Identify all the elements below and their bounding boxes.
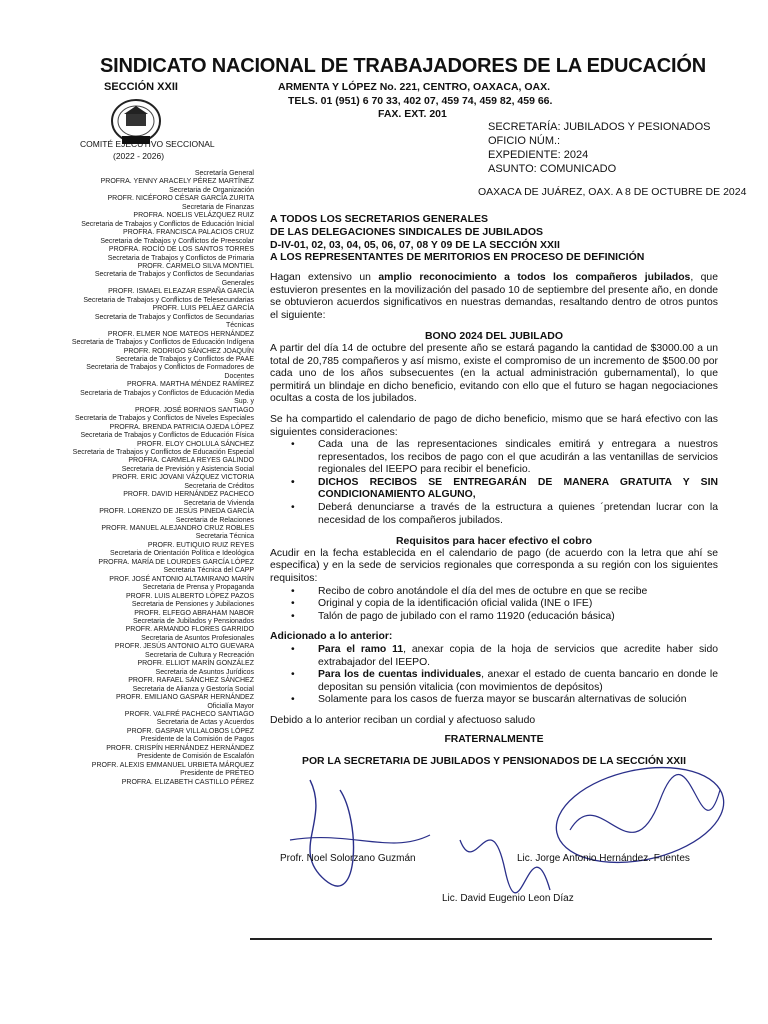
list-item: • DICHOS RECIBOS SE ENTREGARÁN DE MANERA GRATUITA Y SIN CONDICIONAMIENTO ALGUNO,	[318, 477, 718, 502]
roster-line: PROFR. LORENZO DE JESÚS PINEDA GARCÍA	[99, 508, 254, 516]
roster-line: PROFR. RODRIGO SÁNCHEZ JOAQUÍN	[123, 347, 254, 355]
intro-emphasis: amplio reconocimiento a todos los compañeros jubilados	[378, 271, 691, 283]
item-text: , anexar copia de la hoja de servicios que acredite haber sido extrabajador del IEEPO.	[318, 644, 718, 668]
roster-line: PROFRA. NOELIS VELÁZQUEZ RUIZ	[133, 212, 254, 220]
bono-heading: BONO 2024 DEL JUBILADO	[424, 330, 564, 343]
roster-line: Oficialía Mayor	[207, 702, 254, 710]
roster-line: PROFR. ELOY CHOLULA SÁNCHEZ	[137, 440, 254, 448]
roster-line: Secretaría General	[194, 170, 254, 177]
meta-asunto: ASUNTO: COMUNICADO	[488, 163, 617, 175]
roster-line: Secretaria de Trabajos y Conflictos de Secundarias	[94, 313, 254, 321]
roster-line: PROFRA. CARMELA REYES GALINDO	[128, 457, 254, 465]
roster-line: Secretaria Técnica	[195, 533, 254, 541]
roster-line: PROF. JOSÉ ANTONIO ALTAMIRANO MARÍN	[109, 575, 254, 583]
seccion-label: SECCIÓN XXII	[104, 81, 178, 93]
roster-line: PROFR. ERIC JOVANI VÁZQUEZ VICTORIA	[112, 474, 254, 482]
item-emphasis: Para el ramo 11	[318, 644, 404, 656]
roster-line: Secretaria de Relaciones	[175, 516, 254, 524]
meta-oficio: OFICIO NÚM.:	[488, 135, 561, 147]
addressee-line: A TODOS LOS SECRETARIOS GENERALES	[270, 213, 488, 225]
considerations-list	[270, 439, 718, 527]
roster-line: Secretaria de Asuntos Jurídicos	[155, 668, 254, 676]
roster-line: Secretaria de Previsión y Asistencia Social	[121, 465, 254, 473]
roster-line: Técnicas	[225, 322, 254, 330]
roster-line: Secretaria de Trabajos y Conflictos de Niveles Especiales	[75, 415, 254, 423]
fraternal-line: FRATERNALMENTE	[444, 733, 544, 745]
list-item: • Original y copia de la identificación oficial valida (INE o IFE)	[318, 598, 718, 611]
fax-line: FAX. EXT. 201	[378, 108, 447, 120]
roster-line: PROFR. LUIS PELÁEZ GARCÍA	[152, 305, 254, 313]
roster-line: PROFR. ISMAEL ELEAZAR ESPAÑA GARCÍA	[108, 288, 254, 296]
roster-line: Presidente de PRETEO	[180, 770, 254, 778]
list-item: • Deberá denunciarse a través de la estructura a quienes ´pretendan lucrar con la necesidad de los compañeros jubilados.	[318, 502, 718, 527]
roster-line: PROFR. LUIS ALBERTO LÓPEZ PAZOS	[126, 592, 254, 600]
roster-line: Secretaria de Trabajos y Conflictos de Educación Especial	[72, 448, 254, 456]
roster-line: Secretaria de Cultura y Recreación	[145, 651, 254, 659]
roster-line: PROFRA. MARTHA MÉNDEZ RAMÍREZ	[126, 381, 254, 389]
roster-line: PROFR. JESÚS ANTONIO ALTO GUEVARA	[114, 643, 254, 651]
roster-line: Secretaria de Trabajos y Conflictos de Secundarias	[94, 271, 254, 279]
intro-text-rest: , que estuvieron presentes en la movilización del pasado 10 de septiembre del presente año, en donde se obtuvieron acuerdos significativos en nuestras demandas, resaltando dentro de otros puntos el siguiente:	[270, 271, 718, 321]
roster-line: PROFR. GASPAR VILLALOBOS LÓPEZ	[126, 727, 254, 735]
roster-line: Secretaria de Actas y Acuerdos	[156, 719, 254, 727]
list-item	[318, 694, 718, 707]
roster-line: PROFR. ELMER NOE MATEOS HERNÁNDEZ	[107, 330, 254, 338]
roster-line: Generales	[221, 279, 254, 287]
roster-line: PROFRA. FRANCISCA PALACIOS CRUZ	[123, 229, 254, 237]
roster-line: PROFR. ELFEGO ABRAHAM NABOR	[134, 609, 254, 617]
roster-line: Secretaria de Trabajos y Conflictos de Primaria	[107, 254, 254, 262]
requirements-paragraph: Acudir en la fecha establecida en el calendario de pago (de acuerdo con la letra que ahí se especifica) y en la sede de servicios regionales que corresponda a su región con los siguientes requisitos:	[270, 547, 718, 585]
roster-line: Secretaria de Trabajos y Conflictos de Educación Indígena	[71, 339, 254, 347]
roster-line: PROFR. DAVID HERNÁNDEZ PACHECO	[123, 491, 254, 499]
closing-line: Debido a lo anterior reciban un cordial y afectuoso saludo	[270, 714, 536, 726]
letterhead-title: SINDICATO NACIONAL DE TRABAJADORES DE LA EDUCACIÓN	[100, 55, 706, 77]
address-line: ARMENTA Y LÓPEZ No. 221, CENTRO, OAXACA, OAX.	[278, 81, 551, 93]
meta-expediente: EXPEDIENTE: 2024	[488, 149, 589, 161]
intro-paragraph	[270, 272, 718, 322]
item-text: Solamente para los casos de fuerza mayor se buscarán alternativas de solución	[318, 694, 687, 706]
roster-line: PROFR. VALFRÉ PACHECO SANTIAGO	[124, 711, 254, 718]
roster-line: Secretaria de Trabajos y Conflictos de Formadores de	[86, 364, 254, 372]
phone-line: TELS. 01 (951) 6 70 33, 402 07, 459 74, 459 82, 459 66.	[288, 94, 553, 107]
roster-line: Secretaria de Asuntos Profesionales	[141, 634, 254, 642]
requirements-list	[270, 586, 718, 624]
roster-line: PROFR. CARMELO SILVA MONTIEL	[137, 262, 254, 270]
roster-line: PROFR. RAFAEL SÁNCHEZ SÁNCHEZ	[128, 677, 254, 685]
roster-line: Secretaria de Orientación Política e Ideológica	[110, 550, 254, 558]
roster-line: PROFR. ARMANDO FLORES GARRIDO	[125, 626, 254, 634]
adicional-heading: Adicionado a lo anterior:	[270, 631, 393, 643]
roster-line: Docentes	[224, 372, 254, 380]
signature-left: Profr. Noel Solorzano Guzmán	[280, 853, 416, 864]
roster-line: PROFR. ALEXIS EMMANUEL URBIETA MÁRQUEZ	[91, 761, 254, 769]
comite-years: (2022 - 2026)	[113, 151, 165, 161]
roster-line: PROFRA. ROCÍO DE LOS SANTOS TORRES	[108, 246, 254, 254]
roster-line: Secretaria de Jubilados y Pensionados	[132, 618, 254, 626]
requirements-heading: Requisitos para hacer efectivo el cobro	[395, 535, 593, 548]
list-item	[318, 644, 718, 669]
comite-label: COMITÉ EJECUTIVO SECCIONAL	[80, 139, 215, 149]
addressee-block	[270, 213, 718, 251]
addressee-line: DE LAS DELEGACIONES SINDICALES DE JUBILADOS	[270, 225, 544, 238]
roster-line: Secretaria de Alianza y Gestoría Social	[132, 685, 254, 693]
roster-line: PROFR. ELLIOT MARÍN GONZÁLEZ	[137, 660, 254, 668]
roster-line: Secretaria de Trabajos y Conflictos de PAAE	[115, 355, 254, 363]
addressee-line: D-IV-01, 02, 03, 04, 05, 06, 07, 08 Y 09 DE LA SECCIÓN XXII	[270, 238, 560, 251]
intro-text: Hagan extensivo un	[270, 271, 379, 283]
signature-right: Lic. Jorge Antonio Hernández. Fuentes	[517, 853, 690, 864]
item-emphasis: Para los de cuentas individuales	[318, 669, 482, 681]
list-item: • Cada una de las representaciones sindicales emitirá y entregara a nuestros representados, los recibos de pago con el que acudirán a las ventanillas de servicios regionales del IEEPO para recibir el beneficio.	[318, 439, 718, 477]
roster-line: PROFR. JOSÉ BORNIOS SANTIAGO	[134, 406, 254, 414]
roster-line: Secretaria de Vivienda	[183, 499, 254, 507]
document-date: OAXACA DE JUÁREZ, OAX. A 8 DE OCTUBRE DE 2024	[478, 186, 747, 198]
roster-line: Secretaria de Finanzas	[182, 203, 254, 211]
roster-line: Secretaria Técnica del CAPP	[163, 567, 254, 575]
reps-line: A LOS REPRESENTANTES DE MERITORIOS EN PROCESO DE DEFINICIÓN	[270, 251, 645, 264]
list-item	[318, 669, 718, 694]
roster-line: PROFR. EUTIQUIO RUIZ REYES	[147, 541, 254, 549]
roster-line: Presidente de la Comisión de Pagos	[140, 736, 254, 744]
roster-line: Secretaria de Trabajos y Conflictos de Educación Física	[80, 432, 254, 440]
roster-line: PROFR. MANUEL ALEJANDRO CRUZ ROBLES	[101, 525, 254, 533]
roster-line: Secretaria de Trabajos y Conflictos de Educación Media	[80, 389, 254, 397]
letter-body	[270, 213, 718, 769]
meta-secretaria: SECRETARÍA: JUBILADOS Y PESIONADOS	[488, 121, 711, 133]
roster-line: Secretaria de Créditos	[184, 482, 254, 490]
roster-line: Secretaria de Organización	[169, 186, 254, 194]
roster-line: Secretaria de Trabajos y Conflictos de Telesecundarias	[83, 296, 254, 304]
roster-line: Secretaria de Prensa y Propaganda	[142, 584, 254, 592]
roster-line: PROFR. CRISPÍN HERNÁNDEZ HERNÁNDEZ	[106, 744, 254, 752]
roster-line: PROFRA. YENNY ARACELY PÉREZ MARTÍNEZ	[100, 178, 254, 186]
roster-line: PROFR. NICÉFORO CÉSAR GARCÍA ZURITA	[107, 195, 254, 203]
committee-roster	[40, 170, 254, 787]
list-item: • Talón de pago de jubilado con el ramo 11920 (educación básica)	[318, 611, 718, 624]
roster-line: Secretaria de Pensiones y Jubilaciones	[131, 601, 254, 609]
roster-line: PROFRA. ELIZABETH CASTILLO PÉREZ	[121, 778, 254, 786]
por-la-line: POR LA SECRETARIA DE JUBILADOS Y PENSIONADOS DE LA SECCIÓN XXII	[302, 756, 686, 768]
roster-line: PROFRA. BRENDA PATRICIA OJEDA LÓPEZ	[109, 423, 254, 431]
item-text: , anexar el estado de cuenta bancario en donde le depositan su pensión vitalicia (con movimientos de depósitos)	[318, 669, 718, 693]
roster-line: PROFR. EMILIANO GASPAR HERNÁNDEZ	[116, 694, 254, 702]
roster-line: Sup. y	[234, 398, 254, 406]
roster-line: Secretaria de Trabajos y Conflictos de Preescolar	[100, 237, 254, 245]
calendar-paragraph: Se ha compartido el calendario de pago de dicho beneficio, mismo que se hará efectivo con las siguientes consideraciones:	[270, 413, 718, 438]
roster-line: Secretaria de Trabajos y Conflictos de Educación Inicial	[81, 220, 254, 228]
document-meta	[488, 120, 711, 176]
bottom-rule	[250, 938, 712, 940]
adicional-list	[270, 644, 718, 707]
roster-line: Presidente de Comisión de Escalafón	[137, 753, 254, 761]
bono-paragraph: A partir del día 14 de octubre del presente año se estará pagando la cantidad de $3000.00 a un total de 20,785 compañeros y así mismo, existe el compromiso de un incremento de $500.00 por cada uno de los años subsecuentes (en la actual administración gubernamental), lo que permitirá un blindaje en dicho beneficio, evitando con ello que el futuro se hagan negociaciones ocultas a costa de los jubilados.	[270, 342, 718, 405]
list-item: • Recibo de cobro anotándole el día del mes de octubre en que se recibe	[318, 586, 718, 599]
roster-line: PROFRA. MARÍA DE LOURDES GARCÍA LÓPEZ	[98, 558, 254, 566]
signature-center: Lic. David Eugenio Leon Díaz	[442, 893, 574, 904]
letterhead-address	[278, 81, 552, 122]
